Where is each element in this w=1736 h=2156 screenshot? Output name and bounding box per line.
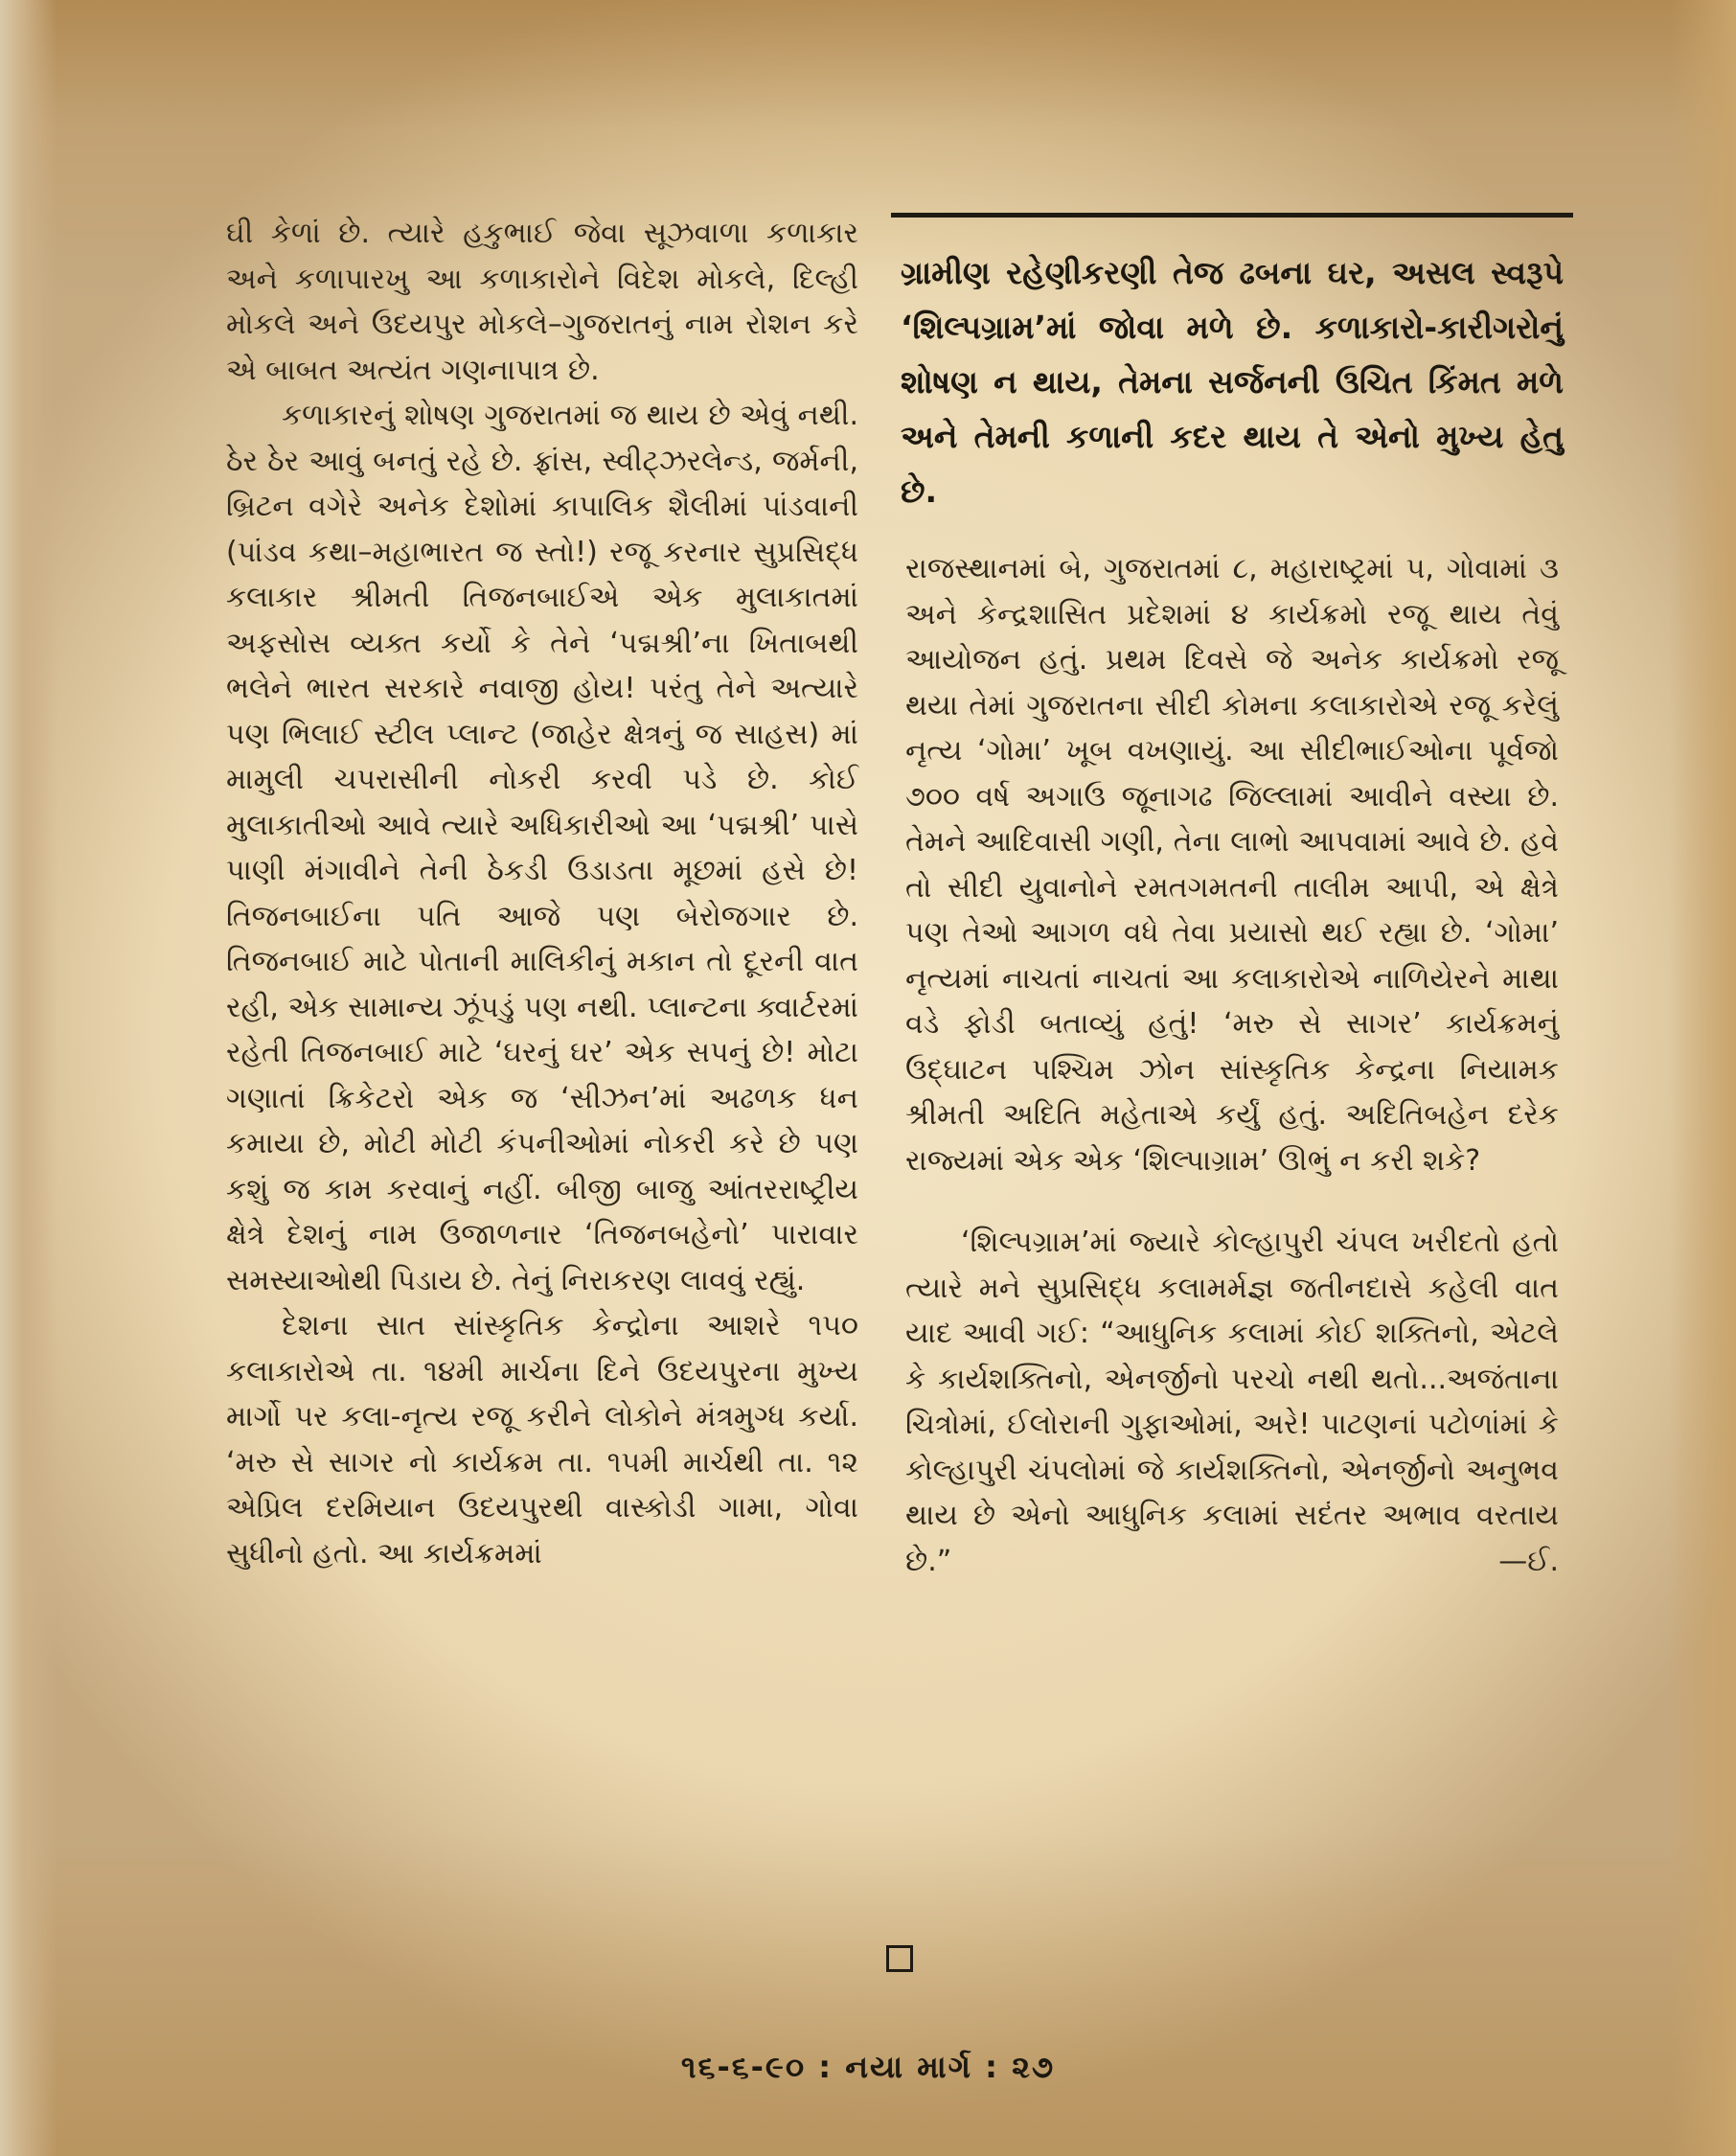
author-signature: —ઈ. (1498, 1545, 1559, 1578)
highlight-top-rule (891, 213, 1573, 218)
highlight-box (901, 245, 1564, 518)
left-paragraph-2: કળાકારનું શોષણ ગુજરાતમાં જ થાય છે એવું નથી. ઠેર ઠેર આવું બનતું રહે છે. ફ્રાંસ, સ્વીટ્ઝરલેન્ડ, જર્મની, બ્રિટન વગેરે અનેક દેશોમાં કાપાલિક શૈલીમાં પાંડવાની (પાંડવ કથા–મહાભારત જ સ્તો!) રજૂ કરનાર સુપ્રસિદ્ધ કલાકાર શ્રીમતી તિજનબાઈએ એક મુલાકાતમાં અફસોસ વ્યક્ત કર્યો કે તેને ‘પદ્મશ્રી’ના ખિતાબથી ભલેને ભારત સરકારે નવાજી હોય! પરંતુ તેને અત્યારે પણ ભિલાઈ સ્ટીલ પ્લાન્ટ (જાહેર ક્ષેત્રનું જ સાહસ) માં મામુલી ચપરાસીની નોકરી કરવી પડે છે. કોઈ મુલાકાતીઓ આવે ત્યારે અધિકારીઓ આ ‘પદ્મશ્રી’ પાસે પાણી મંગાવીને તેની ઠેકડી ઉડાડતા મૂછમાં હસે છે! તિજનબાઈના પતિ આજે પણ બેરોજગાર છે. તિજનબાઈ માટે પોતાની માલિકીનું મકાન તો દૂરની વાત રહી, એક સામાન્ય ઝૂંપડું પણ નથી. પ્લાન્ટના ક્વાર્ટરમાં રહેતી તિજનબાઈ માટે ‘ઘરનું ઘર’ એક સપનું છે! મોટા ગણાતાં ક્રિકેટરો એક જ ‘સીઝન’માં અઢળક ધન કમાયા છે, મોટી મોટી કંપનીઓમાં નોકરી કરે છે પણ કશું જ કામ કરવાનું નહીં. બીજી બાજુ આંતરરાષ્ટ્રીય ક્ષેત્રે દેશનું નામ ઉજાળનાર ‘તિજનબહેનો’ પારાવાર સમસ્યાઓથી પિડાય છે. તેનું નિરાકરણ લાવવું રહ્યું. (226, 399, 858, 1297)
right-paragraph-2: ‘શિલ્પગ્રામ’માં જ્યારે કોલ્હાપુરી ચંપલ ખરીદતો હતો ત્યારે મને સુપ્રસિદ્ધ કલામર્મજ્ઞ જતીનદાસે કહેલી વાત યાદ આવી ગઈ: “આધુનિક કલામાં કોઈ શક્તિનો, એટલે કે કાર્યશક્તિનો, એનર્જીનો પરચો નથી થતો...અજંતાના ચિત્રોમાં, ઈલોરાની ગુફાઓમાં, અરે! પાટણનાં પટોળાંમાં કે કોલ્હાપુરી ચંપલોમાં જે કાર્યશક્તિનો, એનર્જીનો અનુભવ થાય છે એનો આધુનિક કલામાં સદંતર અભાવ વરતાય છે.” (905, 1226, 1559, 1578)
end-of-article-square-icon (886, 1945, 913, 1972)
page-footer: ૧૬-૬-૯૦ : નયા માર્ગ : ૨૭ (680, 2049, 1056, 2085)
highlight-text: ગ્રામીણ રહેણીકરણી તેજ ઢબના ઘર, અસલ સ્વરૂપે ‘શિલ્પગ્રામ’માં જોવા મળે છે. કળાકારો-કારીગરોનું શોષણ ન થાય, તેમના સર્જનની ઉચિત કિંમત મળે અને તેમની કળાની કદર થાય તે એનો મુખ્ય હેતુ છે. (901, 254, 1564, 510)
left-paragraph-3: દેશના સાત સાંસ્કૃતિક કેન્દ્રોના આશરે ૧૫૦ કલાકારોએ તા. ૧૪મી માર્ચના દિને ઉદયપુરના મુખ્ય માર્ગો પર કલા-નૃત્ય રજૂ કરીને લોકોને મંત્રમુગ્ધ કર્યા. ‘મરુ સે સાગર નો કાર્યક્રમ તા. ૧૫મી માર્ચથી તા. ૧૨ એપ્રિલ દરમિયાન ઉદયપુરથી વાસ્કોડી ગામા, ગોવા સુધીનો હતો. આ કાર્યક્રમમાં (226, 1309, 858, 1571)
page-edge-right (1669, 0, 1736, 2156)
right-column (905, 546, 1559, 1585)
left-paragraph-1: ઘી કેળાં છે. ત્યારે હકુભાઈ જેવા સૂઝવાળા કળાકાર અને કળાપારખુ આ કળાકારોને વિદેશ મોકલે, દિલ્હી મોકલે અને ઉદયપુર મોકલે–ગુજરાતનું નામ રોશન કરે એ બાબત અત્યંત ગણનાપાત્ર છે. (226, 217, 858, 387)
left-column (226, 211, 858, 1576)
right-paragraph-1: રાજસ્થાનમાં બે, ગુજરાતમાં ૮, મહારાષ્ટ્રમાં ૫, ગોવામાં ૩ અને કેન્દ્રશાસિત પ્રદેશમાં ૪ કાર્યક્રમો રજૂ થાય તેવું આયોજન હતું. પ્રથમ દિવસે જે અનેક કાર્યક્રમો રજૂ થયા તેમાં ગુજરાતના સીદી કોમના કલાકારોએ રજૂ કરેલું નૃત્ય ‘ગોમા’ ખૂબ વખણાયું. આ સીદીભાઈઓના પૂર્વજો ૭૦૦ વર્ષ અગાઉ જૂનાગઢ જિલ્લામાં આવીને વસ્યા છે. તેમને આદિવાસી ગણી, તેના લાભો આપવામાં આવે છે. હવે તો સીદી યુવાનોને રમતગમતની તાલીમ આપી, એ ક્ષેત્રે પણ તેઓ આગળ વધે તેવા પ્રયાસો થઈ રહ્યા છે. ‘ગોમા’ નૃત્યમાં નાચતાં નાચતાં આ કલાકારોએ નાળિયેરને માથા વડે ફોડી બતાવ્યું હતું! ‘મરુ સે સાગર’ કાર્યક્રમનું ઉદ્ઘાટન પશ્ચિમ ઝોન સાંસ્કૃતિક કેન્દ્રના નિયામક શ્રીમતી અદિતિ મહેતાએ કર્યું હતું. અદિતિબહેન દરેક રાજ્યમાં એક એક ‘શિલ્પાગ્રામ’ ઊભું ન કરી શકે? (905, 552, 1559, 1178)
page-edge-left (0, 0, 57, 2156)
